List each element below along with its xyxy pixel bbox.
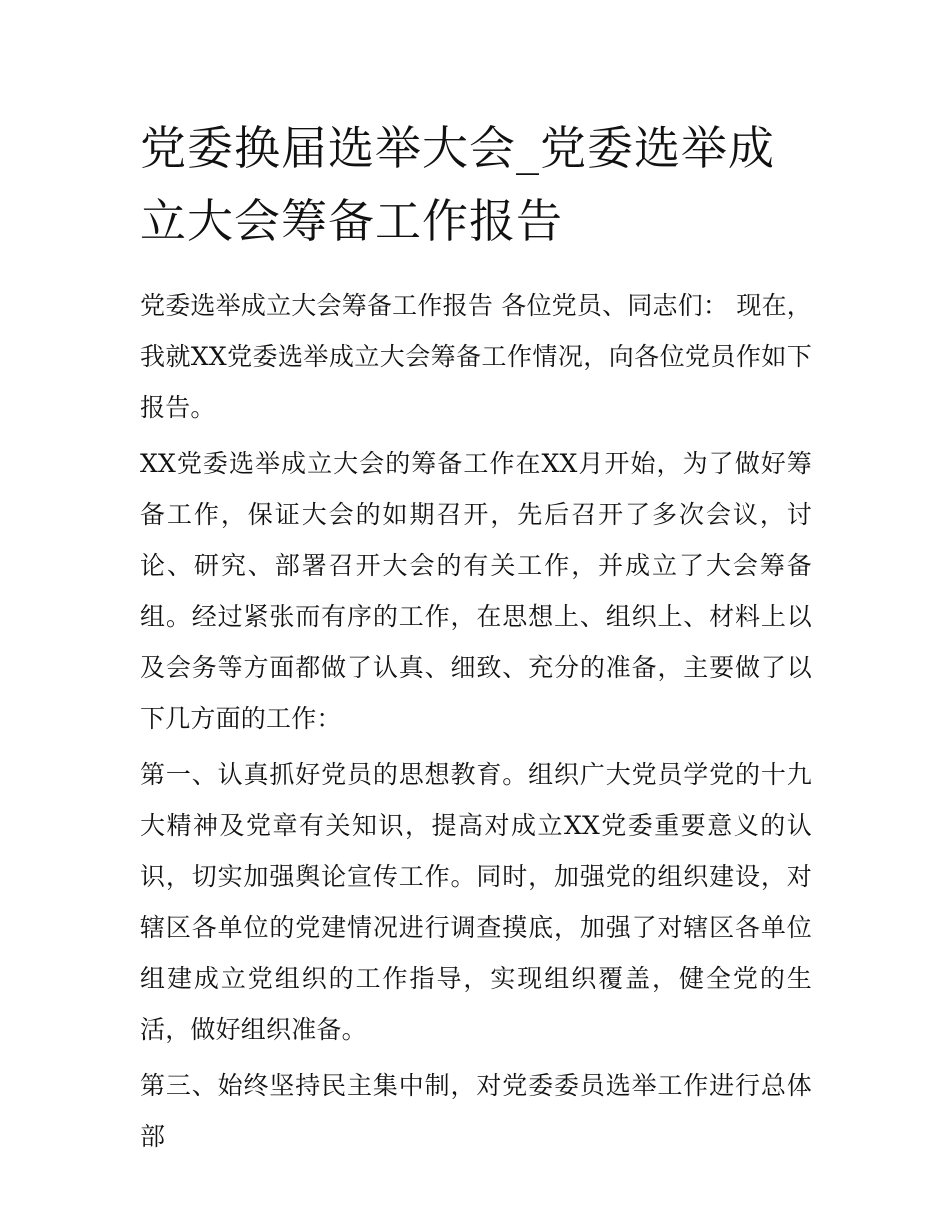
document-body bbox=[140, 280, 812, 1162]
paragraph-preparation: XX党委选举成立大会的筹备工作在XX月开始，为了做好筹备工作，保证大会的如期召开，先后召开了多次会议，讨论、研究、部署召开大会的有关工作，并成立了大会筹备组。经过紧张而有序的工作，在思想上、组织上、材料上以及会务等方面都做了认真、细致、充分的准备，主要做了以下几方面的工作： bbox=[140, 449, 812, 733]
document-content bbox=[140, 112, 812, 1167]
paragraph-intro: 党委选举成立大会筹备工作报告 各位党员、同志们： 现在，我就XX党委选举成立大会筹备工作情况，向各位党员作如下报告。 bbox=[140, 291, 812, 422]
paragraph-first-point: 第一、认真抓好党员的思想教育。组织广大党员学党的十九大精神及党章有关知识，提高对成立XX党委重要意义的认识，切实加强舆论宣传工作。同时，加强党的组织建设，对辖区各单位的党建情况进行调查摸底，加强了对辖区各单位组建成立党组织的工作指导，实现组织覆盖，健全党的生活，做好组织准备。 bbox=[140, 760, 812, 1044]
paragraph-third-point: 第三、始终坚持民主集中制，对党委委员选举工作进行总体部 bbox=[140, 1071, 812, 1151]
document-title: 党委换届选举大会_党委选举成立大会筹备工作报告 bbox=[140, 121, 775, 248]
